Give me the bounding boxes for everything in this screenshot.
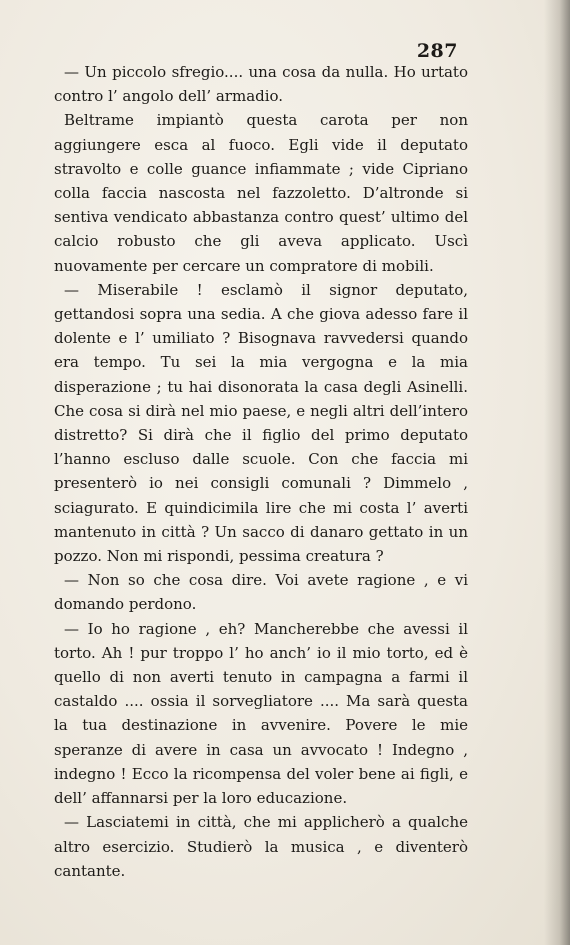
paragraph: — Miserabile ! esclamò il signor deputato, gettandosi sopra una sedia. A che giova adesso fare il dolente e l’ umiliato ? Bisognava ravvedersi quando era tempo. Tu sei la mia vergogna e la mia disperazione ; tu hai disonorata la casa degli Asinelli. Che cosa si dirà nel mio paese, e negli altri dell’intero distretto? Si dirà che il figlio del primo deputato l’hanno escluso dalle scuole. Con che faccia mi presenterò io nei consigli comunali ? Dimmelo , sciagurato. E quindicimila lire che mi costa l’ averti mantenuto in città ? Un sacco di danaro gettato in un pozzo. Non mi rispondi, pessima creatura ? (54, 280, 468, 566)
binding-shadow (544, 0, 570, 945)
paragraph: — Lasciatemi in città, che mi applicherò a qualche altro esercizio. Studierò la musica , e diventerò cantante. (54, 813, 468, 880)
page-body (54, 60, 468, 883)
paragraph: — Un piccolo sfregio.... una cosa da nulla. Ho urtato contro l’ angolo dell’ armadio. (54, 63, 468, 106)
paragraph: — Non so che cosa dire. Voi avete ragione , e vi domando perdono. (54, 571, 468, 614)
page-number: 287 (416, 40, 458, 62)
paragraph: Beltrame impiantò questa carota per non aggiungere esca al fuoco. Egli vide il deputato stravolto e colle guance infiammate ; vide Cipriano colla faccia nascosta nel fazzoletto. D’altronde si sentiva vendicato abbastanza contro quest’ ultimo del calcio robusto che gli aveva applicato. Uscì nuovamente per cercare un compratore di mobili. (54, 111, 468, 275)
paragraph: — Io ho ragione , eh? Mancherebbe che avessi il torto. Ah ! pur troppo l’ ho anch’ io il mio torto, ed è quello di non averti tenuto in campagna a farmi il castaldo .... ossia il sorvegliatore .... Ma sarà questa la tua destinazione in avvenire. Povere le mie speranze di avere in casa un avvocato ! Indegno , indegno ! Ecco la ricompensa del voler bene ai figli, e dell’ affannarsi per la loro educazione. (54, 619, 468, 808)
